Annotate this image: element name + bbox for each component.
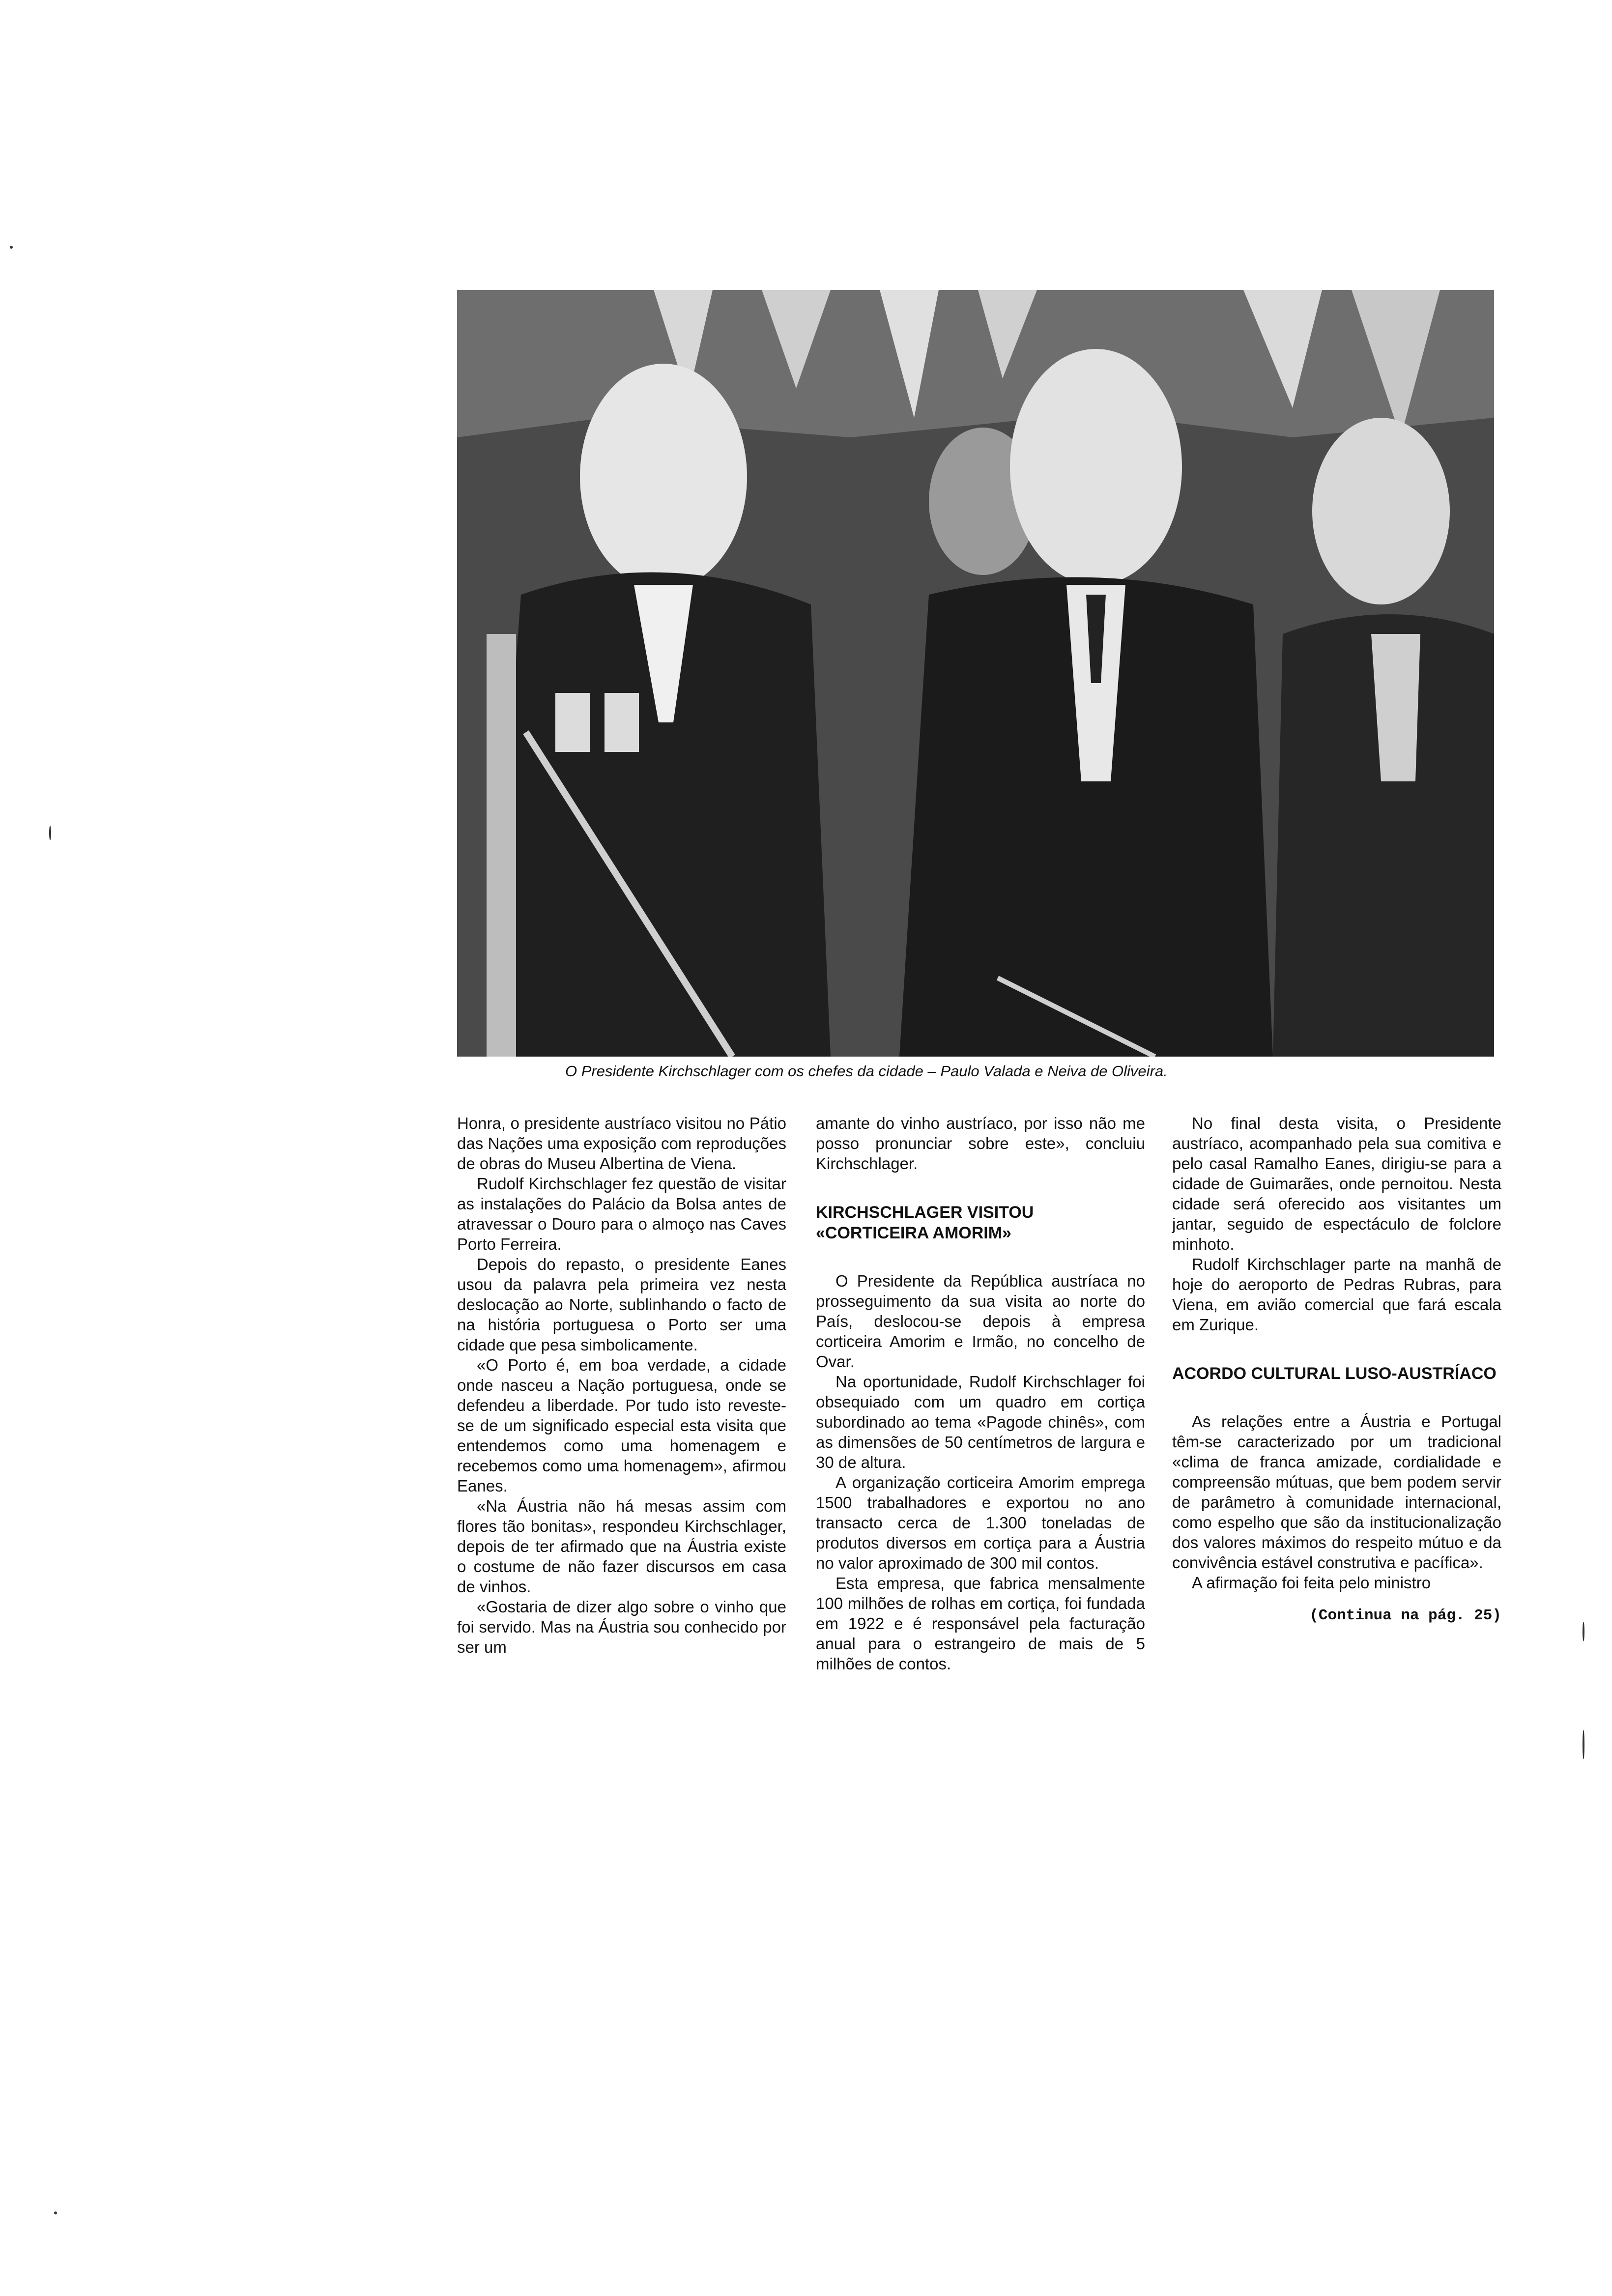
paragraph: As relações entre a Áustria e Portugal têm-se caracterizado por um tradicional «clima de franca amizade, cordialidade e compreensão mútuas, que bem podem servir de parâmetro à comunidade internacional, como espelho que são da institucionalização dos valores máximos do respeito mútuo e da convivência estável construtiva e pacífica».: [1172, 1412, 1501, 1572]
paragraph: Honra, o presidente austríaco visitou no Pátio das Nações uma exposição com reproduções de obras do Museu Albertina de Viena.: [457, 1114, 786, 1173]
paragraph: Na oportunidade, Rudolf Kirchschlager foi obsequiado com um quadro em cortiça subordinado ao tema «Pagode chinês», com as dimensões de 50 centímetros de largura e 30 de altura.: [816, 1373, 1145, 1471]
paragraph: A afirmação foi feita pelo ministro: [1192, 1574, 1431, 1592]
paragraph: A organização corticeira Amorim emprega 1500 trabalhadores e exportou no ano transacto cerca de 1.300 toneladas de produtos diversos em cortiça para a Áustria no valor aproximado de 300 mil contos.: [816, 1473, 1145, 1572]
article-column-3: [1172, 1113, 1501, 1626]
scan-speck: [49, 826, 51, 840]
paragraph: «Gostaria de dizer algo sobre o vinho que foi servido. Mas na Áustria sou conhecido por ser um: [457, 1598, 786, 1656]
section-heading: KIRCHSCHLAGER VISITOU «CORTICEIRA AMORIM»: [816, 1203, 1034, 1242]
scan-speck: [1583, 1622, 1584, 1641]
paragraph: «O Porto é, em boa verdade, a cidade onde nasceu a Nação portuguesa, onde se defendeu a liberdade. Por tudo isto reveste-se de um significado especial esta visita que entendemos como uma homenagem e recebemos como uma homenagem», afirmou Eanes.: [457, 1356, 786, 1495]
paragraph: Rudolf Kirchschlager parte na manhã de hoje do aeroporto de Pedras Rubras, para Viena, em avião comercial que fará escala em Zurique.: [1172, 1255, 1501, 1334]
paragraph: Rudolf Kirchschlager fez questão de visitar as instalações do Palácio da Bolsa antes de atravessar o Douro para o almoço nas Caves Porto Ferreira.: [457, 1175, 786, 1253]
paragraph: O Presidente da República austríaca no prosseguimento da sua visita ao norte do País, deslocou-se depois à empresa corticeira Amorim e Irmão, no concelho de Ovar.: [816, 1272, 1145, 1371]
scan-speck: [54, 2211, 57, 2214]
photo-image: [457, 290, 1494, 1057]
article-column-1: [457, 1113, 786, 1657]
scan-speck: [10, 246, 13, 249]
photo-caption: O Presidente Kirchschlager com os chefes da cidade – Paulo Valada e Neiva de Oliveira.: [565, 1062, 1168, 1080]
paragraph: amante do vinho austríaco, por isso não me posso pronunciar sobre este», concluiu Kirchschlager.: [816, 1114, 1145, 1173]
news-photo: [457, 290, 1494, 1057]
paragraph: No final desta visita, o Presidente austríaco, acompanhado pela sua comitiva e pelo casal Ramalho Eanes, dirigiu-se para a cidade de Guimarães, onde pernoitou. Nesta cidade será oferecido aos visitantes um jantar, seguido de espectáculo de folclore minhoto.: [1172, 1114, 1501, 1253]
section-heading: ACORDO CULTURAL LUSO-AUSTRÍACO: [1172, 1364, 1497, 1383]
article-column-2: [816, 1113, 1145, 1674]
scan-speck: [1583, 1730, 1584, 1759]
paragraph: Depois do repasto, o presidente Eanes usou da palavra pela primeira vez nesta deslocação ao Norte, sublinhando o facto de na história portuguesa o Porto ser uma cidade que pesa simbolicamente.: [457, 1255, 786, 1354]
paragraph: «Na Áustria não há mesas assim com flores tão bonitas», respondeu Kirchschlager, depois de ter afirmado que na Áustria existe o costume de não fazer discursos em casa de vinhos.: [457, 1497, 786, 1596]
paragraph: Esta empresa, que fabrica mensalmente 100 milhões de rolhas em cortiça, foi fundada em 1922 e é responsável pela facturação anual para o estrangeiro de mais de 5 milhões de contos.: [816, 1574, 1145, 1673]
continuation-note: (Continua na pág. 25): [1309, 1607, 1501, 1624]
